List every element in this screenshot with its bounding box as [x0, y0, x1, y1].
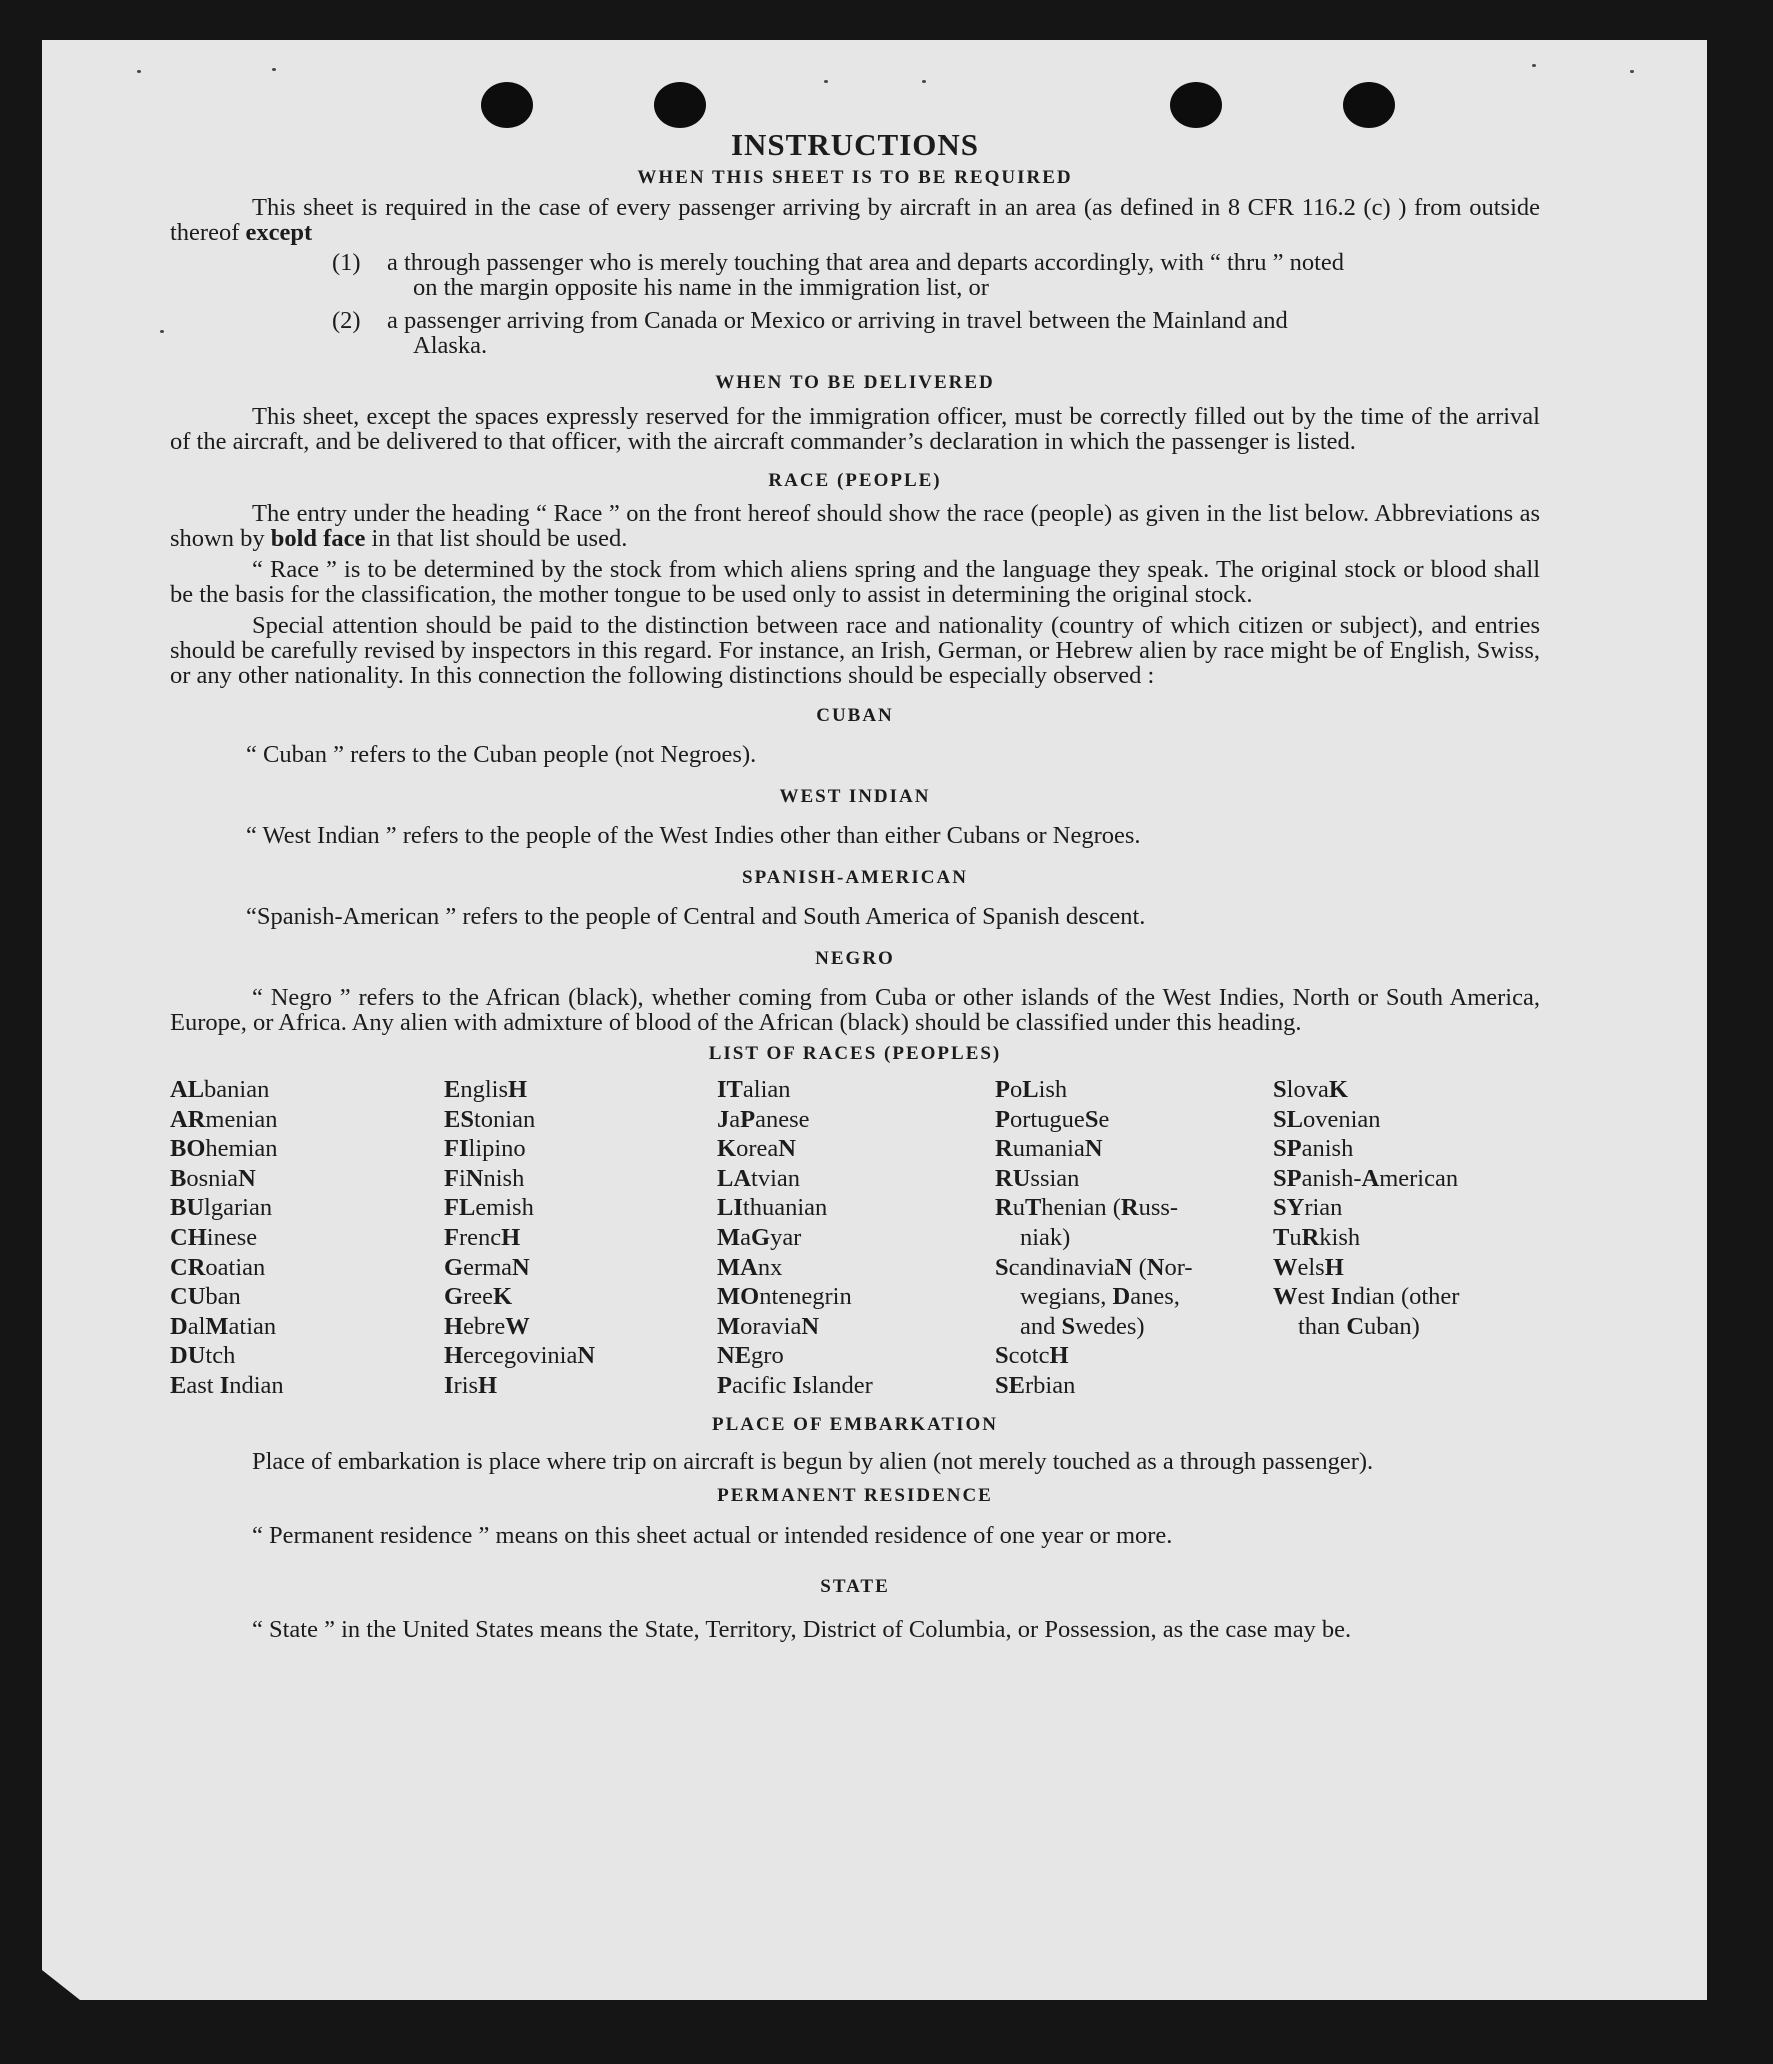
exception-number: (2)	[332, 307, 361, 334]
race-item: TuRkish	[1273, 1223, 1361, 1251]
section-heading-when-required: WHEN THIS SHEET IS TO BE REQUIRED	[637, 167, 1073, 188]
race-item: Pacific Islander	[717, 1371, 873, 1399]
race-item: RuThenian (Russ-	[995, 1194, 1179, 1222]
race-item: MAnx	[717, 1253, 783, 1281]
punch-hole	[654, 82, 706, 128]
race-item: JaPanese	[717, 1105, 810, 1133]
race-item: CHinese	[170, 1223, 258, 1251]
race-item: MOntenegrin	[717, 1283, 852, 1311]
race-item: FLemish	[444, 1194, 534, 1222]
race-item: East Indian	[170, 1371, 284, 1399]
race-item: FIlipino	[444, 1135, 526, 1163]
section-heading-list-of-races: LIST OF RACES (PEOPLES)	[708, 1043, 1002, 1064]
section-heading-west-indian: WEST INDIAN	[779, 786, 931, 807]
section-heading-negro: NEGRO	[815, 948, 895, 969]
scan-speck	[160, 330, 164, 333]
race-item: HebreW	[444, 1312, 530, 1340]
spanish-american-text: “Spanish-American ” refers to the people of Central and South America of Spanish descent.	[246, 903, 1146, 930]
race-item: CUban	[170, 1283, 241, 1311]
embarkation-text: Place of embarkation is place where trip on aircraft is begun by alien (not merely touched as a through passenger).	[252, 1447, 1374, 1475]
permanent-residence-text: “ Permanent residence ” means on this sheet actual or intended residence of one year or more.	[252, 1521, 1173, 1549]
exception-line: on the margin opposite his name in the immigration list, or	[413, 274, 989, 301]
race-item: WelsH	[1273, 1253, 1344, 1281]
race-item: PoLish	[995, 1076, 1068, 1103]
race-item: FrencH	[444, 1223, 521, 1251]
punch-hole	[1170, 82, 1222, 128]
races-column-3	[717, 1075, 995, 1401]
race-item: MoraviaN	[717, 1312, 820, 1340]
races-list	[170, 1075, 1540, 1401]
punch-hole	[481, 82, 533, 128]
instructions-content	[170, 127, 1540, 1646]
race-item: IrisH	[444, 1371, 498, 1399]
race-item: LAtvian	[717, 1164, 801, 1192]
race-item: ALbanian	[170, 1076, 270, 1103]
punch-hole	[1343, 82, 1395, 128]
race-item: SLovenian	[1273, 1105, 1381, 1133]
race-item: BosniaN	[170, 1164, 256, 1192]
scan-speck	[922, 80, 926, 83]
when-required-except: except	[245, 219, 313, 246]
exception-item-2	[332, 308, 1540, 358]
race-item: CRoatian	[170, 1253, 266, 1281]
bold-face-text: bold face	[270, 525, 366, 552]
race-item: DUtch	[170, 1342, 236, 1370]
race-item: HercegoviniaN	[444, 1342, 596, 1370]
race-item: DalMatian	[170, 1312, 277, 1340]
scan-speck	[824, 80, 828, 83]
section-heading-race: RACE (PEOPLE)	[768, 470, 942, 491]
scan-speck	[1630, 70, 1634, 73]
race-item: PortugueSe	[995, 1105, 1110, 1133]
scan-speck	[1532, 64, 1536, 67]
page-title: INSTRUCTIONS	[730, 127, 979, 162]
race-item: ScotcH	[995, 1342, 1069, 1370]
race-item: ITalian	[717, 1076, 791, 1103]
when-delivered-text: This sheet, except the spaces expressly reserved for the immigration officer, must be correctly filled out by the time of the arrival of the aircraft, and be delivered to that officer, with the aircraft commander’s declaration in which the passenger is listed.	[170, 403, 1540, 455]
race-text: The entry under the heading “ Race ” on the front hereof should show the race (people) as given in the list below. Abbreviations as shown by	[170, 500, 1540, 552]
race-item: GreeK	[444, 1283, 513, 1311]
races-column-5	[1273, 1075, 1540, 1401]
section-heading-permanent-residence: PERMANENT RESIDENCE	[717, 1484, 993, 1506]
exception-line: Alaska.	[413, 332, 488, 359]
race-item-continued: wegians, Danes,	[1020, 1283, 1180, 1311]
race-item: EnglisH	[444, 1076, 528, 1103]
exception-text	[387, 308, 1540, 358]
exception-number: (1)	[332, 249, 361, 276]
races-column-1	[170, 1075, 444, 1401]
section-heading-embarkation: PLACE OF EMBARKATION	[712, 1413, 998, 1435]
scan-speck	[137, 70, 141, 73]
race-item: NEgro	[717, 1342, 784, 1370]
race-item: FiNnish	[444, 1164, 525, 1192]
race-item: MaGyar	[717, 1223, 802, 1251]
race-item: SPanish	[1273, 1135, 1354, 1163]
when-required-text	[170, 195, 1540, 245]
races-column-2	[444, 1075, 717, 1401]
race-item: KoreaN	[717, 1135, 796, 1163]
race-item: SlovaK	[1273, 1076, 1348, 1103]
exception-line: a passenger arriving from Canada or Mexico or arriving in travel between the Mainland and	[387, 307, 1288, 334]
race-paragraph-3: Special attention should be paid to the distinction between race and nationality (country of which citizen or subject), and entries should be carefully revised by inspectors in this regard. For instance, an Irish, German, or Hebrew alien by race might be of English, Swiss, or any other nationality. In this connection the following distinctions should be especially observed :	[170, 612, 1540, 689]
negro-text: “ Negro ” refers to the African (black), whether coming from Cuba or other islands of the West Indies, North or South America, Europe, or Africa. Any alien with admixture of blood of the African (black) should be classified under this heading.	[170, 984, 1540, 1036]
race-item: SErbian	[995, 1371, 1076, 1399]
races-column-4	[995, 1075, 1273, 1401]
race-item: RumaniaN	[995, 1135, 1103, 1163]
state-text: “ State ” in the United States means the State, Territory, District of Columbia, or Possession, as the case may be.	[252, 1615, 1352, 1643]
race-item: EStonian	[444, 1105, 536, 1133]
race-item-continued: than Cuban)	[1298, 1312, 1420, 1340]
section-heading-when-delivered: WHEN TO BE DELIVERED	[715, 372, 995, 393]
race-item: ARmenian	[170, 1105, 278, 1133]
race-item-continued: and Swedes)	[1020, 1312, 1145, 1340]
scan-speck	[272, 68, 276, 71]
race-text: in that list should be used.	[371, 525, 628, 552]
race-item: West Indian (other	[1273, 1283, 1460, 1311]
race-item: BUlgarian	[170, 1194, 273, 1222]
race-item: SPanish-American	[1273, 1164, 1459, 1192]
when-required-intro: This sheet is required in the case of every passenger arriving by aircraft in an area (as defined in 8 CFR 116.2 (c) ) from outside thereof	[170, 194, 1540, 246]
race-item: ScandinaviaN (Nor-	[995, 1253, 1193, 1281]
section-heading-cuban: CUBAN	[816, 705, 894, 726]
race-item-continued: niak)	[1020, 1223, 1071, 1251]
cuban-text: “ Cuban ” refers to the Cuban people (not Negroes).	[246, 741, 757, 768]
west-indian-text: “ West Indian ” refers to the people of the West Indies other than either Cubans or Negroes.	[246, 822, 1141, 849]
race-item: BOhemian	[170, 1135, 278, 1163]
section-heading-state: STATE	[820, 1575, 890, 1597]
race-paragraph-2: “ Race ” is to be determined by the stock from which aliens spring and the language they speak. The original stock or blood shall be the basis for the classification, the mother tongue to be used only to assist in determining the original stock.	[170, 556, 1540, 608]
race-item: LIthuanian	[717, 1194, 828, 1222]
race-item: SYrian	[1273, 1194, 1343, 1222]
section-heading-spanish-american: SPANISH-AMERICAN	[742, 867, 968, 888]
exception-line: a through passenger who is merely touching that area and departs accordingly, with “ thru ” noted	[387, 249, 1345, 276]
race-item: GermaN	[444, 1253, 530, 1281]
race-item: RUssian	[995, 1164, 1080, 1192]
exception-text	[387, 250, 1540, 300]
race-paragraph-1	[170, 501, 1540, 551]
exception-item-1	[332, 250, 1540, 300]
